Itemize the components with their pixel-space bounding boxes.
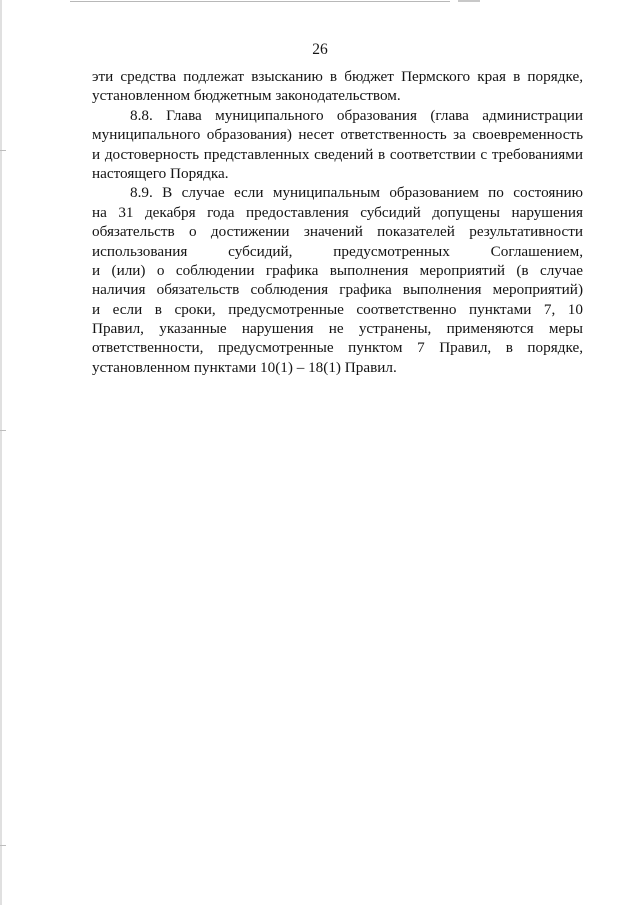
paragraph-8-9: [92, 183, 583, 377]
page-number: 26: [312, 41, 328, 58]
paragraph-continuation: [92, 67, 583, 106]
text-line: наличия обязательств соблюдения графика выполнения мероприятий): [92, 281, 583, 299]
text-line: 8.9. В случае если муниципальным образованием по состоянию: [130, 184, 583, 202]
text-line: эти средства подлежат взысканию в бюджет Пермского края в порядке,: [92, 68, 583, 85]
text-line: муниципального образования) несет ответственность за своевременность: [92, 126, 583, 144]
text-line: на 31 декабря года предоставления субсидий допущены нарушения: [92, 203, 583, 221]
document-body: [92, 67, 583, 377]
text-line: использования субсидий, предусмотренных Соглашением,: [92, 242, 583, 260]
scan-top-mark: [458, 0, 480, 2]
scan-left-tick: [0, 430, 6, 431]
text-line: 8.8. Глава муниципального образования (глава администрации: [130, 106, 583, 124]
text-line: и если в сроки, предусмотренные соответственно пунктами 7, 10: [92, 300, 583, 318]
text-line: обязательств о достижении значений показателей результативности: [92, 223, 583, 241]
text-line: и достоверность представленных сведений в соответствии с требованиями: [92, 145, 583, 163]
scan-left-tick: [0, 845, 6, 846]
paragraph-8-8: [92, 106, 583, 184]
scan-left-tick: [0, 150, 6, 151]
text-line: установленном бюджетным законодательством.: [92, 87, 401, 105]
scan-top-line: [70, 1, 450, 2]
text-line: установленном пунктами 10(1) – 18(1) Правил.: [92, 358, 397, 376]
text-line: Правил, указанные нарушения не устранены, применяются меры: [92, 320, 583, 338]
scan-left-edge: [0, 0, 2, 905]
text-line: настоящего Порядка.: [92, 164, 229, 182]
text-line: ответственности, предусмотренные пунктом 7 Правил, в порядке,: [92, 339, 583, 357]
text-line: и (или) о соблюдении графика выполнения мероприятий (в случае: [92, 261, 583, 279]
